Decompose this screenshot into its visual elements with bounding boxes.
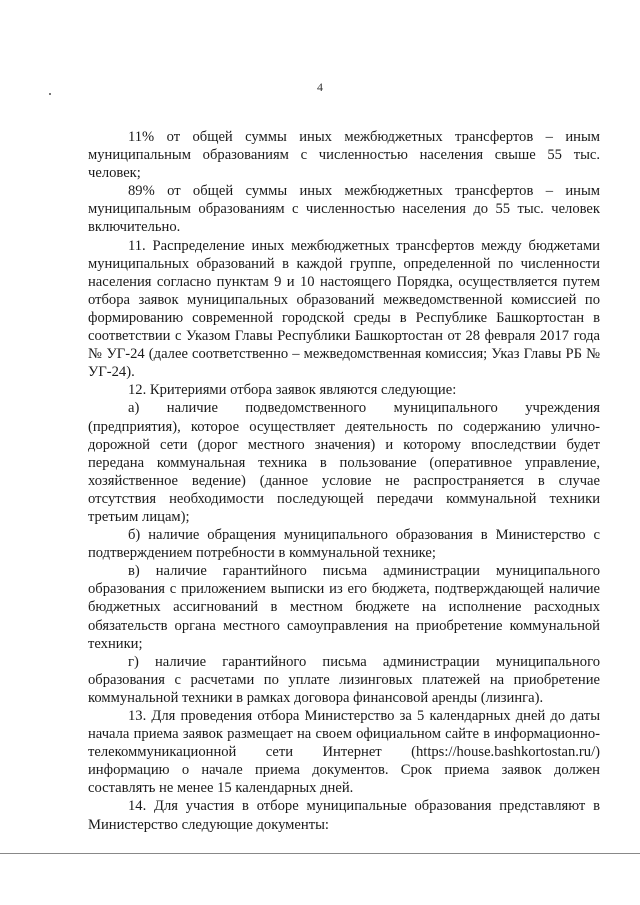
paragraph-share-11: 11% от общей суммы иных межбюджетных трансфертов – иным муниципальным образованиям с численностью населения свыше 55 тыс. человек; [88, 129, 600, 182]
paragraph-item-11: 11. Распределение иных межбюджетных трансфертов между бюджетами муниципальных образований в каждой группе, определенной по численности населения согласно пунктам 9 и 10 настоящего Порядка, осуществляется путем отбора заявок муниципальных образований межведомственной комиссией по формированию современной городской среды в Республике Башкортостан в соответствии с Указом Главы Республики Башкортостан от 28 февраля 2017 года № УГ-24 (далее соответственно – межведомственная комиссия; Указ Главы РБ № УГ-24). [88, 237, 600, 381]
paragraph-share-89: 89% от общей суммы иных межбюджетных трансфертов – иным муниципальным образованиям с численностью населения до 55 тыс. человек включительно. [88, 183, 600, 236]
paragraph-criterion-b: б) наличие обращения муниципального образования в Министерство с подтверждением потребности в коммунальной технике; [88, 527, 600, 562]
page-bottom-divider [0, 853, 640, 854]
page-number: 4 [317, 80, 323, 94]
paragraph-criterion-g: г) наличие гарантийного письма администрации муниципального образования с расчетами по уплате лизинговых платежей на приобретение коммунальной техники в рамках договора финансовой аренды (лизинга). [88, 653, 600, 706]
paragraph-item-12: 12. Критериями отбора заявок являются следующие: [128, 382, 457, 399]
paragraph-item-14: 14. Для участия в отборе муниципальные образования представляют в Министерство следующие документы: [88, 798, 600, 833]
document-body [88, 128, 600, 834]
paragraph-item-13: 13. Для проведения отбора Министерство за 5 календарных дней до даты начала приема заявок размещает на своем официальном сайте в информационно-телекоммуникационной сети Интернет (https://house.bashkortostan.ru/) информацию о начале приема документов. Срок приема заявок должен составлять не менее 15 календарных дней. [88, 708, 600, 797]
paragraph-criterion-v: в) наличие гарантийного письма администрации муниципального образования с приложением выписки из его бюджета, подтверждающей наличие бюджетных ассигнований в местном бюджете на исполнение расходных обязательств органа местного самоуправления на приобретение коммунальной техники; [88, 563, 600, 652]
paragraph-criterion-a: а) наличие подведомственного муниципального учреждения (предприятия), которое осуществляет деятельность по содержанию улично-дорожной сети (дорог местного значения) и которому впоследствии будет передана коммунальная техника в пользование (оперативное управление, хозяйственное ведение) (данное условие не распространяется в случае отсутствия необходимости последующей передачи коммунальной техники третьим лицам); [88, 400, 600, 525]
